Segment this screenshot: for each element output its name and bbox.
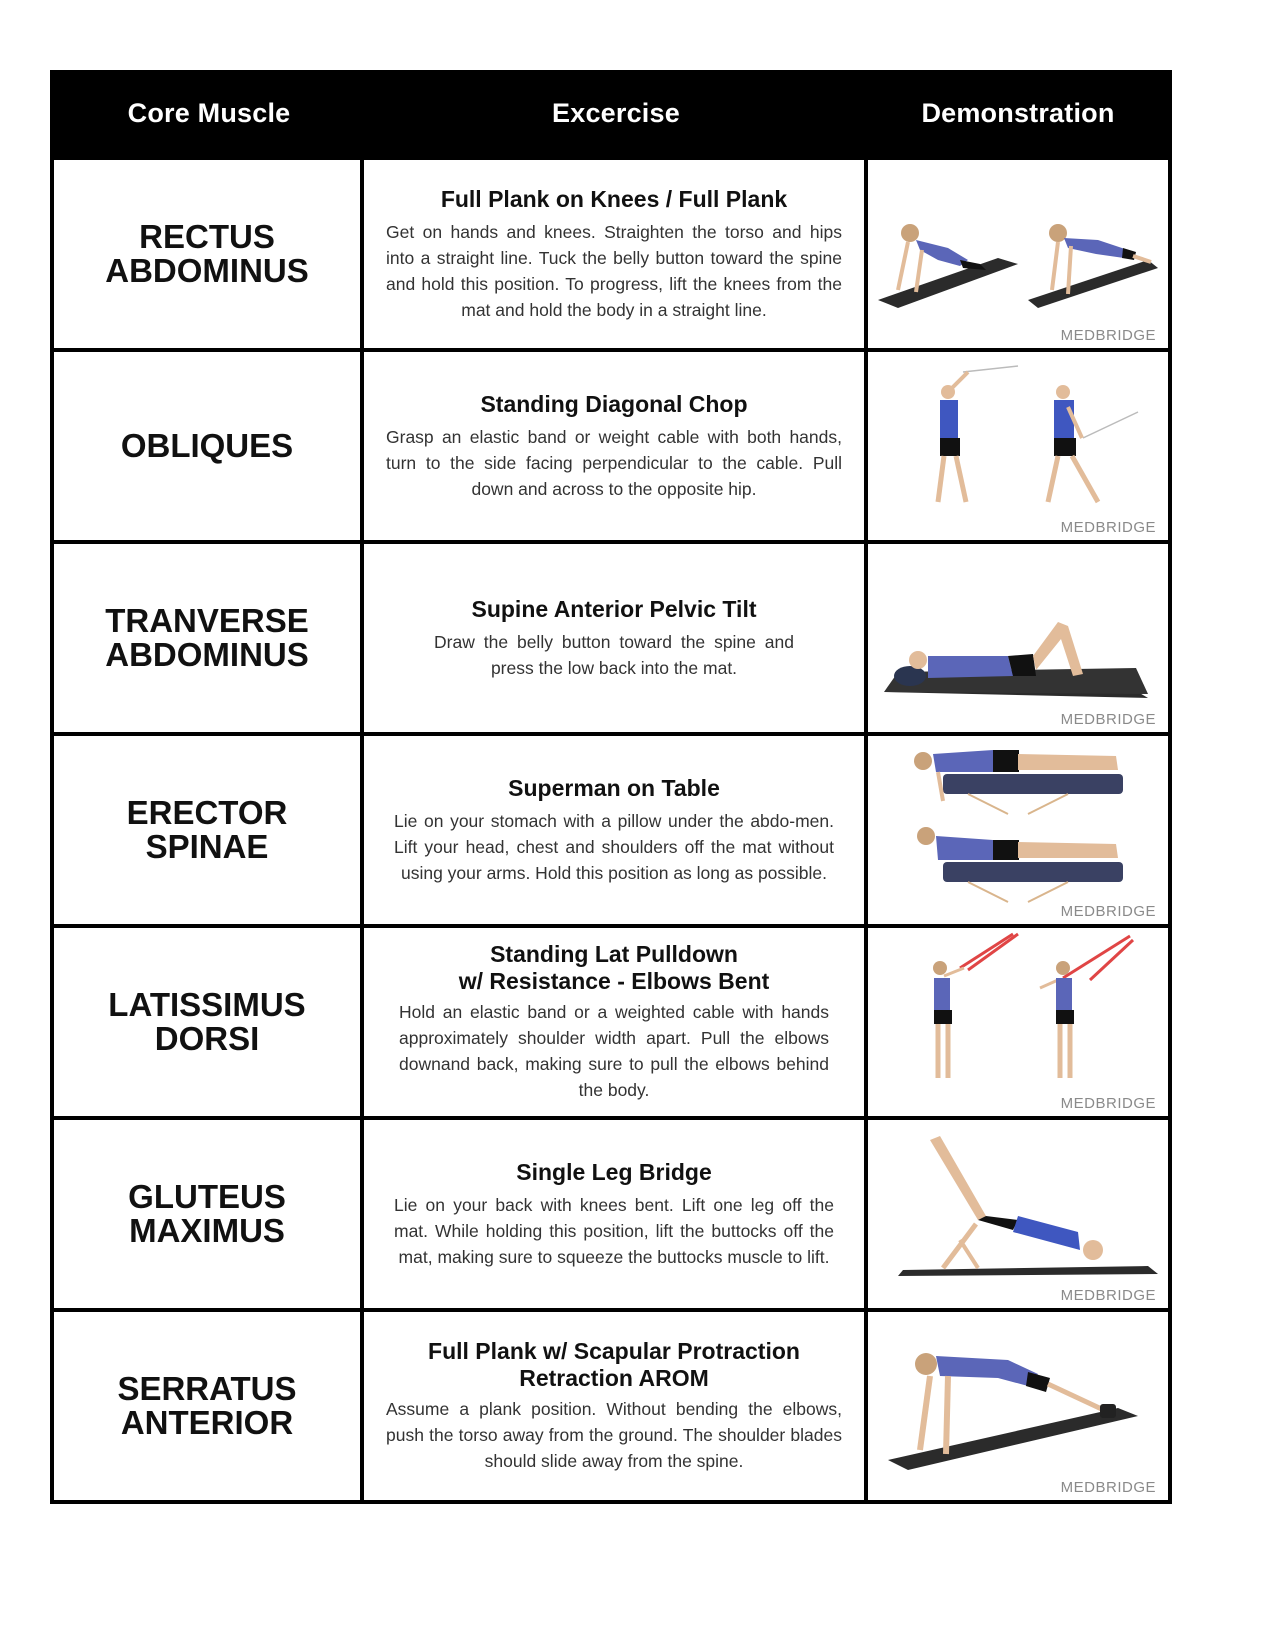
medbridge-watermark: MEDBRIDGE <box>1060 519 1156 536</box>
exercise-title-line: Standing Lat Pulldown <box>490 941 738 967</box>
muscle-line: ABDOMINUS <box>105 252 309 289</box>
muscle-name <box>54 736 364 924</box>
muscle-line: ANTERIOR <box>120 1404 294 1441</box>
table-row <box>54 156 1168 348</box>
exercise-title-line: Full Plank w/ Scapular Protraction <box>428 1338 800 1364</box>
exercise-description: Hold an elastic band or a weighted cable with hands approximately shoulder width apart. Pull the elbows downand back, making sure to pull the elbows behind the body. <box>399 1002 829 1100</box>
medbridge-watermark: MEDBRIDGE <box>1060 1479 1156 1496</box>
table-row <box>54 732 1168 924</box>
exercise-title: Full Plank on Knees / Full Plank <box>440 185 788 212</box>
medbridge-watermark: MEDBRIDGE <box>1060 1287 1156 1304</box>
pelvic-tilt-figure-image <box>868 544 1168 732</box>
exercise-cell <box>364 1312 868 1500</box>
medbridge-watermark: MEDBRIDGE <box>1060 1095 1156 1112</box>
exercise-title: Standing Diagonal Chop <box>480 390 748 417</box>
exercise-description: Assume a plank position. Without bending the elbows, push the torso away from the ground. The shoulder blades should slide away from the spine. <box>386 1399 842 1471</box>
table-row <box>54 1308 1168 1500</box>
muscle-line: MAXIMUS <box>129 1212 285 1249</box>
plank-figures-image <box>868 160 1168 348</box>
muscle-line: OBLIQUES <box>120 427 294 464</box>
muscle-line: DORSI <box>154 1020 260 1057</box>
muscle-line: ERECTOR <box>126 794 288 831</box>
exercise-title-line: Retraction AROM <box>519 1365 709 1391</box>
exercise-description: Draw the belly button toward the spine and press the low back into the mat. <box>434 631 794 678</box>
medbridge-watermark: MEDBRIDGE <box>1060 903 1156 920</box>
exercise-cell <box>364 928 868 1116</box>
header-exercise: Excercise <box>552 97 680 128</box>
core-exercise-table <box>50 70 1172 1504</box>
exercise-description: Get on hands and knees. Straighten the torso and hips into a straight line. Tuck the belly button toward the spine and hold this position. To progress, lift the knees from the mat and hold the body in a straight line. <box>386 221 842 320</box>
exercise-cell <box>364 544 868 732</box>
muscle-line: LATISSIMUS <box>108 986 306 1023</box>
exercise-cell <box>364 1120 868 1308</box>
muscle-line: ABDOMINUS <box>105 636 309 673</box>
exercise-title: Single Leg Bridge <box>516 1158 712 1185</box>
header-core-muscle: Core Muscle <box>127 97 291 128</box>
header-demonstration: Demonstration <box>921 97 1115 128</box>
exercise-title: Supine Anterior Pelvic Tilt <box>471 595 757 622</box>
diagonal-chop-figures-image <box>868 352 1168 540</box>
superman-table-figures-image <box>868 736 1168 924</box>
exercise-description: Lie on your stomach with a pillow under the abdo-men. Lift your head, chest and shoulders off the mat without using your arms. Hold this position as long as possible. <box>394 810 834 883</box>
table-header <box>54 70 1168 156</box>
table-row <box>54 924 1168 1116</box>
medbridge-watermark: MEDBRIDGE <box>1060 711 1156 728</box>
muscle-name <box>54 544 364 732</box>
muscle-line: GLUTEUS <box>128 1178 286 1215</box>
lat-pulldown-figures-image <box>868 928 1168 1116</box>
scapular-plank-figure-image <box>868 1312 1168 1500</box>
muscle-name <box>54 352 364 540</box>
muscle-name <box>54 928 364 1116</box>
muscle-line: SERRATUS <box>117 1370 297 1407</box>
medbridge-watermark: MEDBRIDGE <box>1060 327 1156 344</box>
table-row <box>54 348 1168 540</box>
exercise-cell <box>364 736 868 924</box>
exercise-cell <box>364 352 868 540</box>
muscle-line: SPINAE <box>145 828 269 865</box>
table-row <box>54 540 1168 732</box>
muscle-line: TRANVERSE <box>105 602 309 639</box>
exercise-cell <box>364 160 868 348</box>
muscle-name <box>54 1312 364 1500</box>
exercise-title <box>459 941 770 995</box>
exercise-description: Lie on your back with knees bent. Lift one leg off the mat. While holding this position, lift the buttocks off the mat, making sure to squeeze the buttocks muscle to lift. <box>394 1194 834 1267</box>
exercise-description: Grasp an elastic band or weight cable with both hands, turn to the side facing perpendicular to the cable. Pull down and across to the opposite hip. <box>386 426 842 499</box>
table-row <box>54 1116 1168 1308</box>
single-leg-bridge-figure-image <box>868 1120 1168 1308</box>
muscle-name <box>54 160 364 348</box>
exercise-title <box>428 1338 800 1392</box>
exercise-title: Superman on Table <box>508 774 720 801</box>
muscle-line: RECTUS <box>139 218 275 255</box>
muscle-name <box>54 1120 364 1308</box>
exercise-title-line: w/ Resistance - Elbows Bent <box>458 968 770 994</box>
